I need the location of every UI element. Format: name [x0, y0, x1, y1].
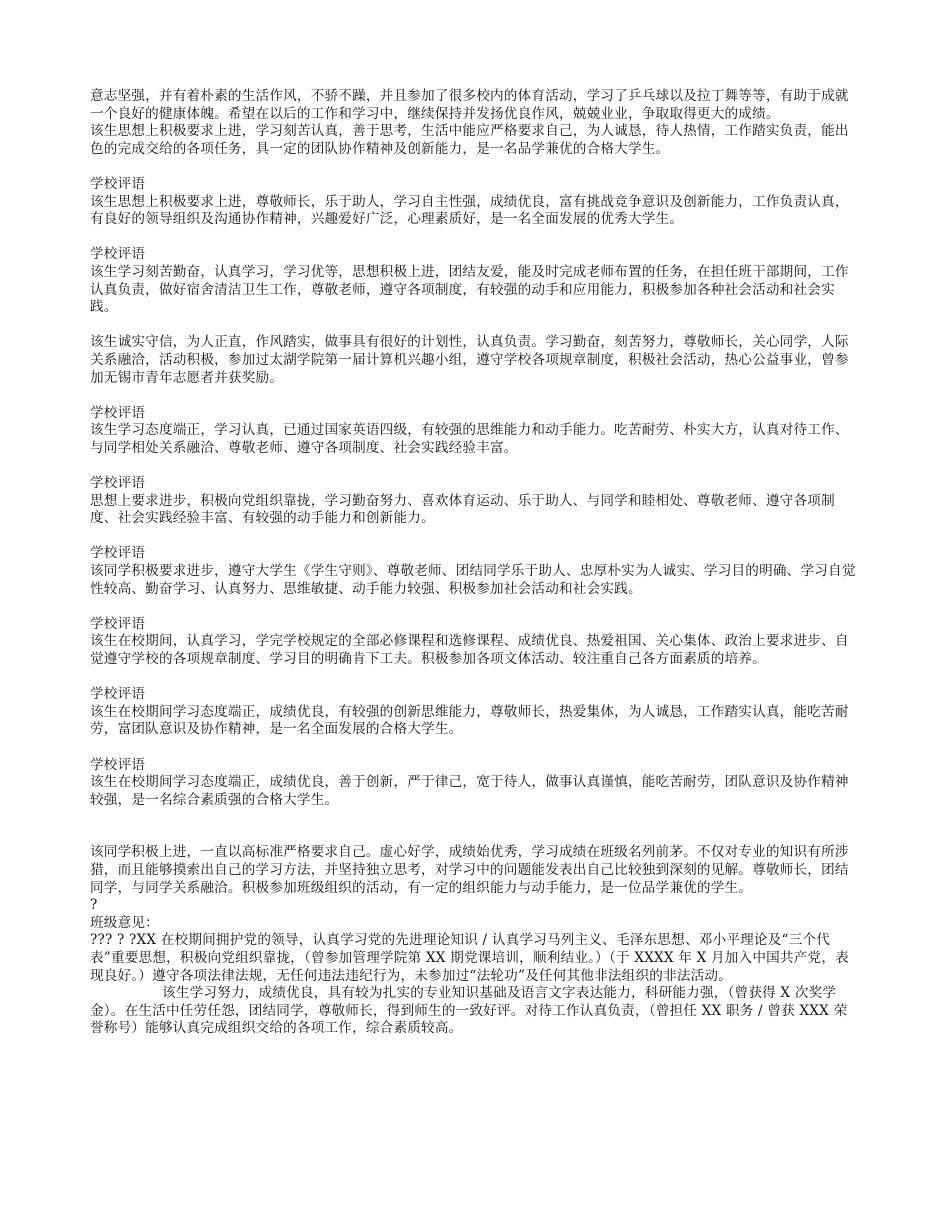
section-heading: 学校评语 [90, 246, 146, 263]
intro-paragraph-1: 意志坚强，并有着朴素的生活作风，不骄不躁，并且参加了很多校内的体育活动，学习了乒乓球以及拉丁舞等等，有助于成就一个良好的健康体魄。希望在以后的工作和学习中，继续保持并发扬优良作风，兢兢业业，争取取得更大的成绩。 [90, 88, 849, 122]
evaluation-block-2 [90, 246, 860, 316]
evaluation-block-8 [90, 686, 860, 739]
evaluation-block-5 [90, 475, 860, 528]
evaluation-paragraph: 该同学积极要求进步，遵守大学生《学生守则》、尊敬老师、团结同学乐于助人、忠厚朴实为人诚实、学习目的明确、学习自觉性较高、勤奋学习、认真努力、思维敏捷、动手能力较强、积极参加社会活动和社会实践。 [90, 563, 856, 597]
section-heading: 学校评语 [90, 756, 146, 773]
section-heading: 学校评语 [90, 545, 146, 562]
section-heading: 学校评语 [90, 404, 146, 421]
evaluation-block-1 [90, 176, 860, 229]
evaluation-paragraph: 该生在校期间学习态度端正，成绩优良，有较强的创新思维能力，尊敬师长，热爱集体，为人诚恳，工作踏实认真，能吃苦耐劳，富团队意识及协作精神，是一名全面发展的合格大学生。 [90, 703, 849, 738]
evaluation-paragraph: 该生在校期间，认真学习，学完学校规定的全部必修课程和选修课程、成绩优良、热爱祖国、关心集体、政治上要求进步、自觉遵守学校的各项规章制度、学习目的明确肯下工夫。积极参加各项文体活动、较注重自己各方面素质的培养。 [90, 633, 849, 667]
class-opinion-label: 班级意见： [90, 914, 159, 931]
evaluation-paragraph: 该生学习态度端正，学习认真，已通过国家英语四级，有较强的思维能力和动手能力。吃苦耐劳、朴实大方，认真对待工作、与同学相处关系融洽、尊敬老师、遵守各项制度、社会实践经验丰富。 [90, 422, 849, 456]
final-paragraph: 该生学习努力，成绩优良，具有较为扎实的专业知识基础及语言文字表达能力，科研能力强，（曾获得 X 次奖学金）。在生活中任劳任怨，团结同学，尊敬师长，得到师生的一致好评。对待工作认真负责，（曾担任 XX 职务 / 曾获 XXX 荣誉称号）能够认真完成组织交给的各项工作，综合素质较高。 [90, 985, 848, 1037]
evaluation-block-3 [90, 334, 860, 387]
class-opinion-paragraph: ??? ? ?XX 在校期间拥护党的领导，认真学习党的先进理论知识 / 认真学习马列主义、毛泽东思想、邓小平理论及“三个代表”重要思想，积极向党组织靠拢，（曾参加管理学院第 XX 期党课培训，顺利结业。）（于 XXXX 年 X 月加入中国共产党，表现良好。）遵守各项法律法规，无任何违法违纪行为，未参加过“法轮功”及任何其他非法组织的非法活动。 [90, 932, 849, 984]
intro-block [90, 88, 860, 158]
placeholder-mark: ? [90, 897, 98, 914]
section-heading: 学校评语 [90, 475, 146, 492]
evaluation-block-4 [90, 405, 860, 458]
evaluation-block-9 [90, 757, 860, 810]
class-opinion-block [90, 844, 860, 985]
intro-paragraph-2: 该生思想上积极要求上进，学习刻苦认真，善于思考，生活中能应严格要求自己，为人诚恳，待人热情，工作踏实负责，能出色的完成交给的各项任务，具一定的团队协作精神及创新能力，是一名品学兼优的合格大学生。 [90, 123, 849, 157]
evaluation-paragraph: 该同学积极上进，一直以高标准严格要求自己。虚心好学，成绩始优秀，学习成绩在班级名列前茅。不仅对专业的知识有所涉猎，而且能够摸索出自己的学习方法，并坚持独立思考，对学习中的问题能发表出自己比较独到深刻的见解。尊敬师长，团结同学，与同学关系融洽。积极参加班级组织的活动，有一定的组织能力与动手能力，是一位品学兼优的学生。 [90, 844, 849, 896]
evaluation-paragraph: 该生在校期间学习态度端正，成绩优良，善于创新，严于律己，宽于待人，做事认真谨慎，能吃苦耐劳，团队意识及协作精神较强，是一名综合素质强的合格大学生。 [90, 774, 849, 808]
evaluation-paragraph: 思想上要求进步，积极向党组织靠拢，学习勤奋努力、喜欢体育运动、乐于助人、与同学和睦相处、尊敬老师、遵守各项制度、社会实践经验丰富、有较强的动手能力和创新能力。 [90, 492, 835, 527]
section-heading: 学校评语 [90, 615, 146, 632]
evaluation-block-7 [90, 616, 860, 669]
section-heading: 学校评语 [90, 175, 146, 192]
section-heading: 学校评语 [90, 686, 146, 703]
evaluation-block-6 [90, 545, 860, 598]
final-block [90, 985, 860, 1038]
evaluation-paragraph: 该生学习刻苦勤奋，认真学习，学习优等，思想积极上进，团结友爱，能及时完成老师布置的任务，在担任班干部期间，工作认真负责，做好宿舍清洁卫生工作，尊敬老师，遵守各项制度，有较强的动手和应用能力，积极参加各种社会活动和社会实践。 [90, 263, 849, 316]
evaluation-paragraph: 该生诚实守信，为人正直，作风踏实，做事具有很好的计划性，认真负责。学习勤奋，刻苦努力，尊敬师长，关心同学，人际关系融洽，活动积极，参加过太湖学院第一届计算机兴趣小组，遵守学校各项规章制度，积极社会活动，热心公益事业，曾参加无锡市青年志愿者并获奖励。 [90, 334, 849, 386]
evaluation-paragraph: 该生思想上积极要求上进，尊敬师长，乐于助人，学习自主性强，成绩优良，富有挑战竞争意识及创新能力，工作负责认真，有良好的领导组织及沟通协作精神，兴趣爱好广泛，心理素质好，是一名全面发展的优秀大学生。 [90, 193, 849, 228]
